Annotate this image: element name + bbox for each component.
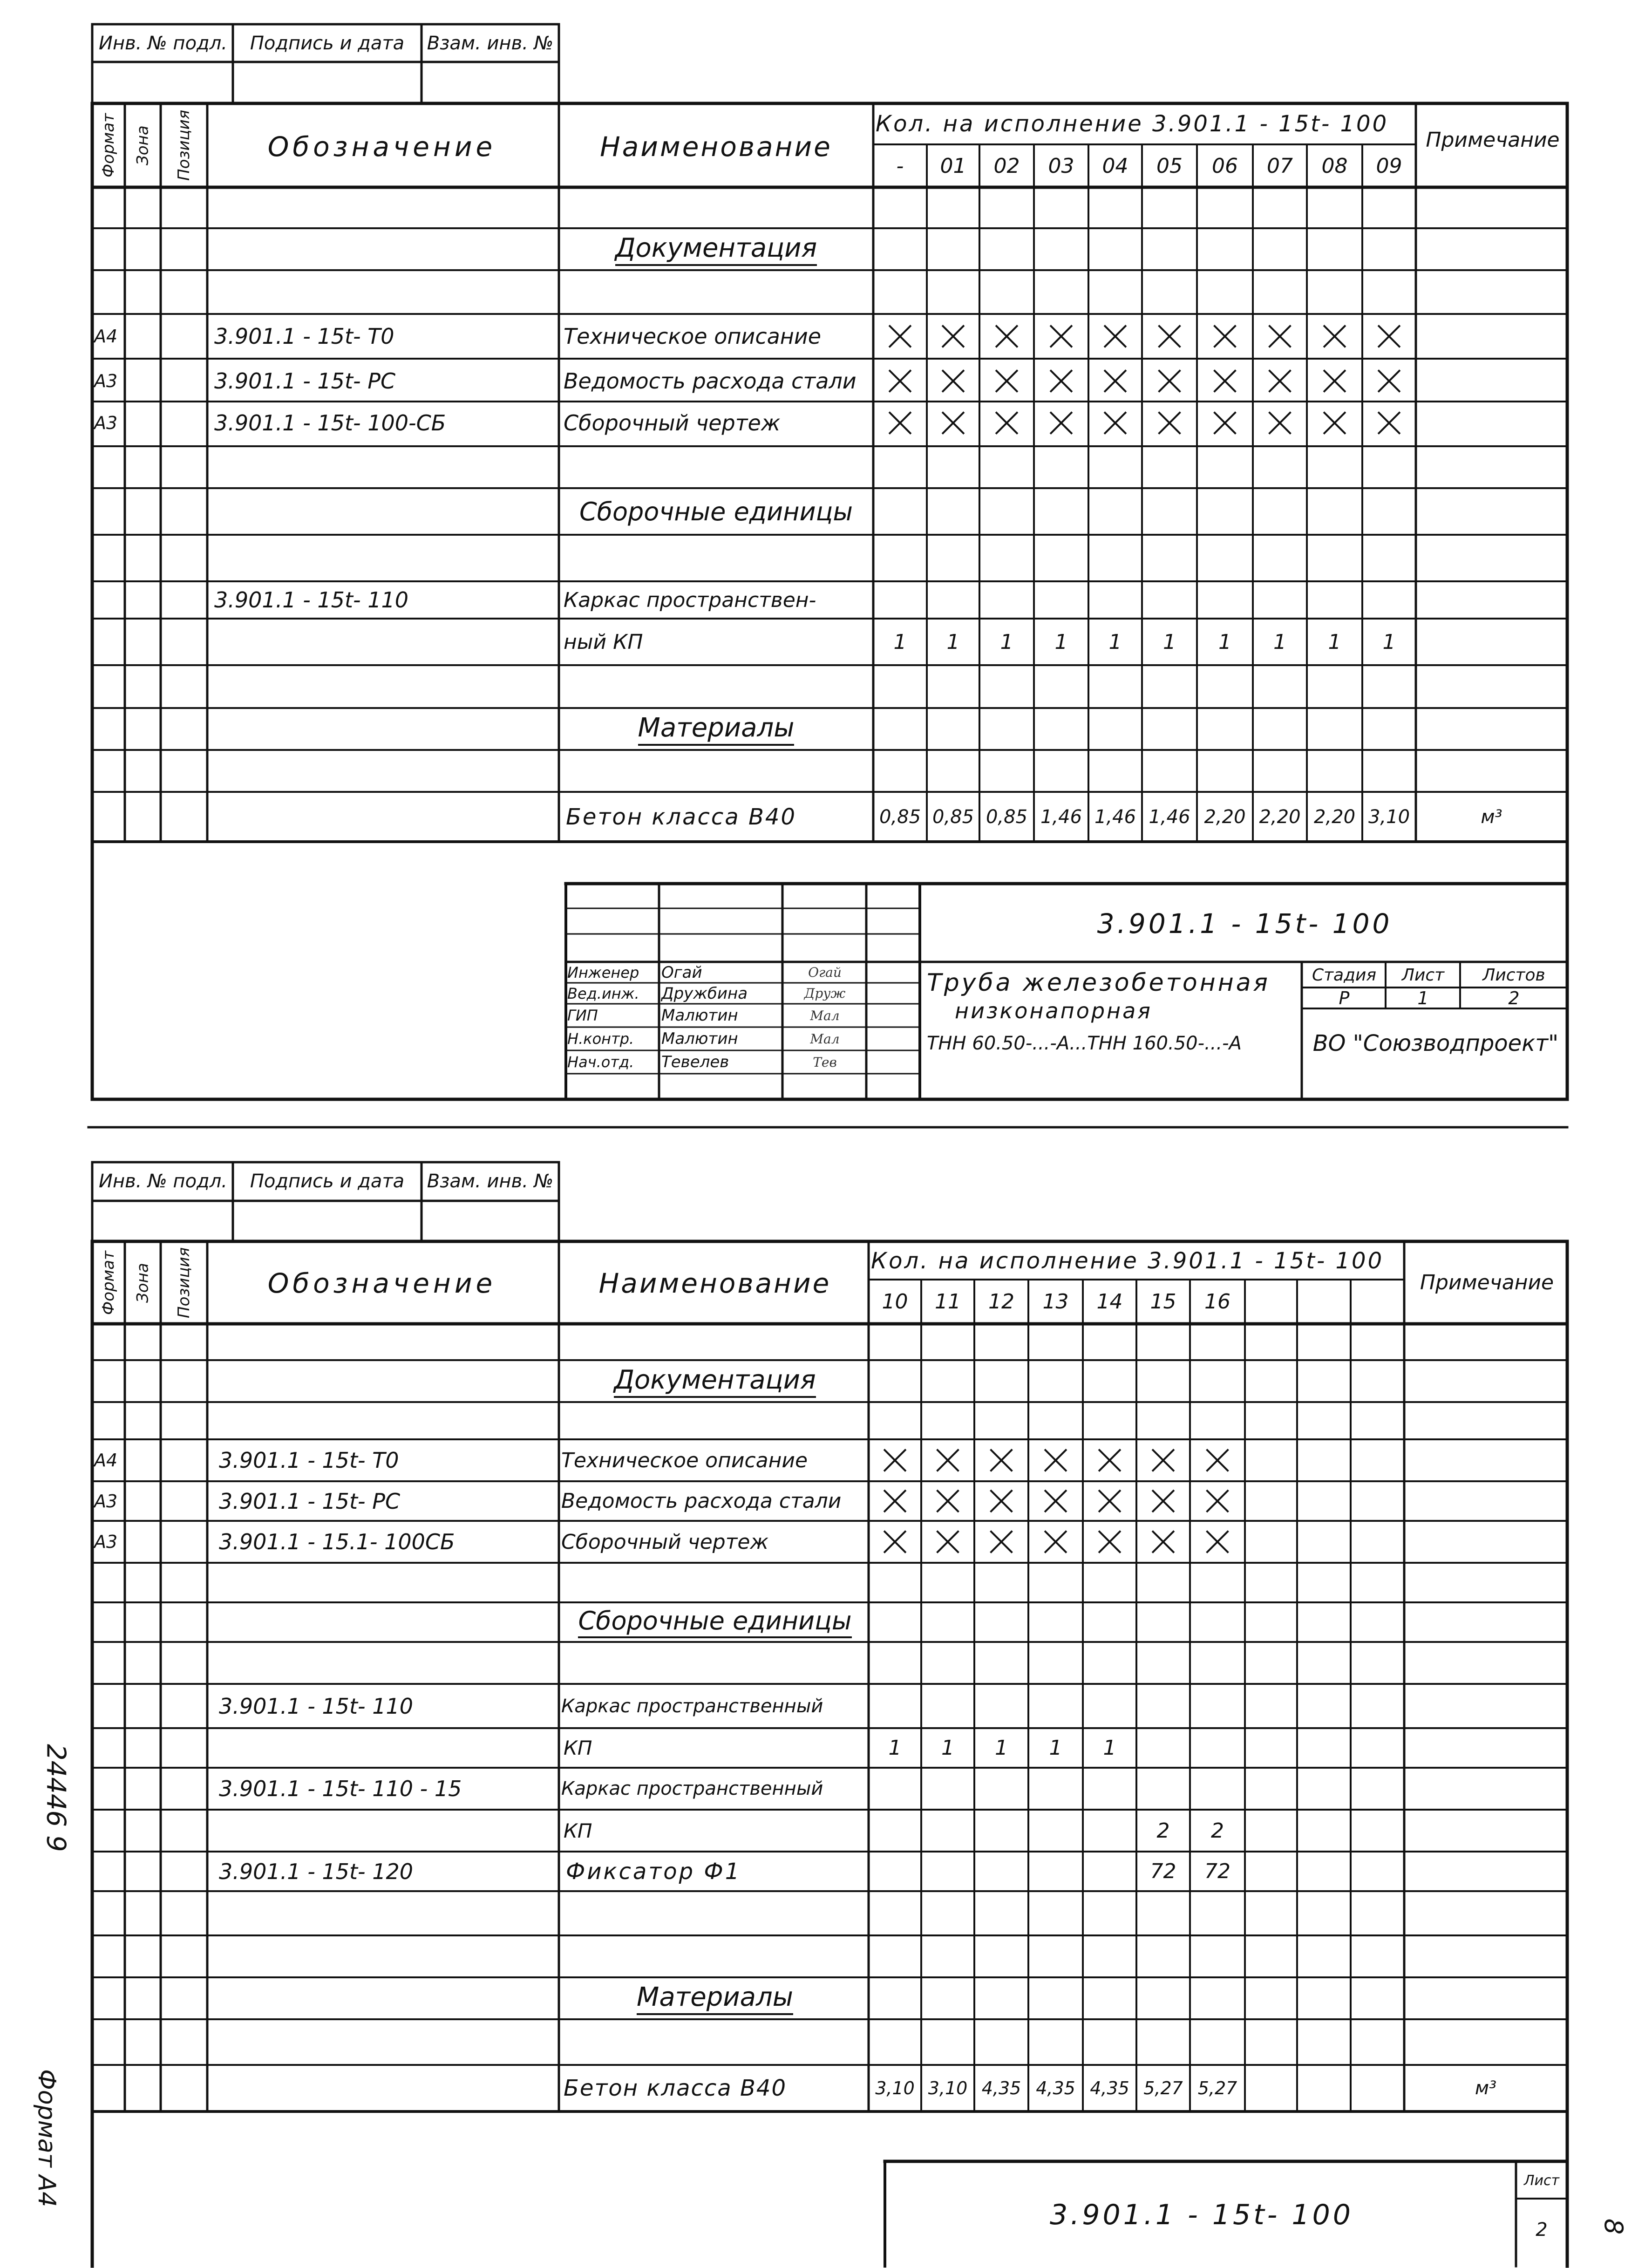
title-name-3: ТНН 60.50-...-А...ТНН 160.50-...-А — [927, 1033, 1242, 1054]
doc-designation: 3.901.1 - 15t- Т0 — [219, 1448, 399, 1473]
unit-qty: 1 — [946, 630, 960, 654]
material-qty: 2,20 — [1204, 806, 1246, 828]
staff-role: Инженер — [567, 963, 639, 981]
podpis-label: Подпись и дата — [250, 33, 405, 54]
doc-name: Ведомость расхода стали — [564, 368, 856, 394]
unit1-qty: 1 — [888, 1736, 902, 1760]
unit3-qty — [869, 1852, 921, 1891]
column-header: 06 — [1212, 154, 1238, 178]
unit-name-line2: ный КП — [564, 630, 643, 654]
material-unit: м³ — [1475, 2077, 1497, 2099]
staff-name: Тевелев — [661, 1053, 729, 1071]
unit2-qty — [974, 1810, 1028, 1852]
staff-role: Нач.отд. — [567, 1053, 634, 1071]
section-materials: Материалы — [638, 713, 795, 746]
material-qty: 0,85 — [879, 806, 921, 828]
material-name: Бетон класса В40 — [566, 804, 796, 830]
unit2-qty — [921, 1810, 974, 1852]
side-number: 24446 9 — [41, 1744, 71, 1852]
material-qty: 2,20 — [1313, 806, 1356, 828]
unit-name-line1: Каркас пространствен- — [564, 588, 816, 612]
section-documentation-cell — [561, 228, 871, 270]
column-header — [1245, 1280, 1297, 1323]
section-assembly-units: Сборочные единицы — [579, 497, 853, 526]
staff-signature: Друж — [804, 986, 846, 1001]
pozitsiya-header: Позиция — [175, 1247, 193, 1319]
unit2-name-line2: КП — [564, 1819, 592, 1842]
unit1-qty — [1136, 1728, 1190, 1768]
material-qty: 3,10 — [875, 2078, 915, 2098]
doc-format: А3 — [94, 371, 118, 391]
doc-format: А3 — [94, 1491, 118, 1512]
unit-qty: 1 — [1273, 630, 1286, 654]
unit2-designation: 3.901.1 - 15t- 110 - 15 — [219, 1776, 462, 1801]
title-code: 3.901.1 - 15t- 100 — [1097, 907, 1393, 940]
material-qty: 4,35 — [1036, 2078, 1075, 2098]
unit3-designation: 3.901.1 - 15t- 120 — [219, 1859, 414, 1884]
column-header: 07 — [1267, 154, 1293, 178]
unit-qty: 1 — [1000, 630, 1013, 654]
staff-name: Малютин — [661, 1006, 738, 1025]
material-qty: 5,27 — [1143, 2078, 1183, 2098]
kol-header: Кол. на исполнение 3.901.1 - 15t- 100 — [871, 1248, 1384, 1274]
unit1-designation: 3.901.1 - 15t- 110 — [219, 1693, 414, 1719]
doc-name: Техническое описание — [564, 324, 822, 349]
section-assembly-units-cell — [561, 1602, 869, 1642]
staff-signature: Тев — [813, 1054, 837, 1070]
doc-name: Ведомость расхода стали — [561, 1489, 842, 1513]
format-header: Формат — [99, 1251, 118, 1315]
sheet-value: 1 — [1417, 988, 1429, 1008]
material-qty: 1,46 — [1149, 806, 1190, 828]
column-header: 12 — [988, 1290, 1014, 1314]
unit2-qty — [869, 1810, 921, 1852]
vzam-label: Взам. инв. № — [427, 33, 554, 54]
section-documentation-cell — [561, 1360, 869, 1402]
podpis-label: Подпись и дата — [250, 1171, 405, 1192]
title-name-1: Труба железобетонная — [927, 969, 1270, 997]
format-header: Формат — [99, 113, 118, 177]
doc-designation: 3.901.1 - 15.1- 100СБ — [219, 1529, 455, 1554]
format-note: Формат А4 — [33, 2069, 61, 2207]
oboznachenie-header: Обозначение — [267, 131, 496, 163]
material-qty: 1,46 — [1040, 806, 1082, 828]
zona-header: Зона — [133, 1263, 152, 1303]
column-header: 11 — [935, 1290, 961, 1314]
unit3-qty: 72 — [1204, 1859, 1230, 1883]
pozitsiya-header: Позиция — [175, 109, 193, 181]
doc-format: А3 — [94, 1532, 118, 1552]
section-materials-cell — [561, 708, 871, 750]
column-header: 02 — [993, 154, 1020, 178]
material-qty: 3,10 — [928, 2078, 968, 2098]
unit1-qty: 1 — [1103, 1736, 1116, 1760]
unit1-name-line2: КП — [564, 1737, 592, 1759]
unit3-qty — [1028, 1852, 1083, 1891]
unit2-qty — [1083, 1810, 1136, 1852]
sheets-label: Листов — [1482, 965, 1545, 985]
unit2-qty — [1028, 1810, 1083, 1852]
unit1-qty — [1190, 1728, 1245, 1768]
section-documentation: Документация — [615, 233, 817, 266]
column-header: 13 — [1042, 1290, 1069, 1314]
zona-header: Зона — [133, 125, 152, 165]
unit-qty: 1 — [1054, 630, 1068, 654]
page-number: 8 — [1599, 2218, 1629, 2235]
unit3-qty — [921, 1852, 974, 1891]
material-unit: м³ — [1481, 806, 1502, 828]
column-header — [1297, 1280, 1351, 1323]
unit2-qty: 2 — [1211, 1818, 1224, 1843]
staff-signature: Мал — [810, 1008, 840, 1023]
unit2-name-line1: Каркас пространственный — [561, 1778, 823, 1799]
staff-signature: Мал — [810, 1031, 840, 1047]
primechanie-header: Примечание — [1426, 128, 1560, 152]
material-qty: 4,35 — [1090, 2078, 1129, 2098]
primechanie-header: Примечание — [1420, 1270, 1554, 1294]
staff-role: ГИП — [567, 1007, 598, 1024]
section-materials: Материалы — [637, 1982, 793, 2015]
material-qty: 3,10 — [1368, 806, 1410, 828]
column-header: - — [896, 154, 904, 178]
unit-qty: 1 — [1382, 630, 1396, 654]
stage-label: Стадия — [1312, 965, 1377, 985]
staff-name: Малютин — [661, 1029, 738, 1048]
doc-designation: 3.901.1 - 15t- Т0 — [214, 324, 394, 349]
column-header: 14 — [1096, 1290, 1123, 1314]
section-assembly-units-cell — [561, 488, 871, 535]
unit3-name: Фиксатор Ф1 — [566, 1858, 741, 1885]
staff-name: Огай — [661, 963, 702, 982]
staff-role: Н.контр. — [567, 1030, 634, 1048]
stage-value: Р — [1339, 988, 1350, 1008]
unit-qty: 1 — [1328, 630, 1341, 654]
sheet2-code: 3.901.1 - 15t- 100 — [1050, 2199, 1353, 2231]
column-header — [1351, 1280, 1404, 1323]
unit3-qty: 72 — [1150, 1859, 1176, 1883]
doc-name: Сборочный чертеж — [561, 1530, 769, 1554]
inv-podl-label: Инв. № подл. — [99, 1171, 227, 1192]
doc-format: А4 — [94, 326, 118, 347]
vzam-label: Взам. инв. № — [427, 1171, 554, 1192]
unit1-qty: 1 — [995, 1736, 1008, 1760]
kol-header: Кол. на исполнение 3.901.1 - 15t- 100 — [876, 111, 1389, 137]
column-header: 15 — [1150, 1290, 1176, 1314]
sheet2-sheet-label: Лист — [1523, 2172, 1560, 2189]
material-name: Бетон класса В40 — [564, 2075, 787, 2101]
doc-format: А4 — [94, 1450, 118, 1471]
section-assembly-units: Сборочные единицы — [578, 1606, 851, 1638]
material-qty: 5,27 — [1197, 2078, 1237, 2098]
sheets-value: 2 — [1508, 988, 1520, 1008]
naimenovanie-header: Наименование — [600, 131, 832, 163]
column-header: 09 — [1376, 154, 1402, 178]
doc-designation: 3.901.1 - 15t- РС — [219, 1488, 401, 1514]
column-header: 05 — [1156, 154, 1183, 178]
unit1-qty: 1 — [1049, 1736, 1062, 1760]
unit-designation: 3.901.1 - 15t- 110 — [214, 587, 409, 613]
unit-qty: 1 — [1163, 630, 1176, 654]
column-header: 01 — [940, 154, 966, 178]
doc-designation: 3.901.1 - 15t- РС — [214, 368, 396, 394]
section-documentation: Документация — [614, 1365, 816, 1398]
unit2-qty: 2 — [1156, 1818, 1170, 1843]
title-name-2: низконапорная — [955, 998, 1152, 1023]
unit1-qty: 1 — [941, 1736, 954, 1760]
section-materials-cell — [561, 1977, 869, 2019]
unit-qty: 1 — [893, 630, 907, 654]
doc-format: А3 — [94, 413, 118, 433]
naimenovanie-header: Наименование — [598, 1267, 831, 1299]
column-header: 16 — [1204, 1290, 1230, 1314]
oboznachenie-header: Обозначение — [267, 1267, 496, 1299]
doc-name: Сборочный чертеж — [564, 410, 781, 436]
staff-name: Дружбина — [661, 984, 748, 1003]
column-header: 10 — [882, 1290, 908, 1314]
doc-designation: 3.901.1 - 15t- 100-СБ — [214, 410, 446, 436]
column-header: 08 — [1321, 154, 1348, 178]
material-qty: 1,46 — [1094, 806, 1136, 828]
material-qty: 4,35 — [981, 2078, 1021, 2098]
material-qty: 2,20 — [1259, 806, 1301, 828]
unit-qty: 1 — [1218, 630, 1231, 654]
material-qty: 0,85 — [932, 806, 974, 828]
inv-podl-label: Инв. № подл. — [99, 33, 227, 54]
unit-qty: 1 — [1108, 630, 1122, 654]
unit3-qty — [1083, 1852, 1136, 1891]
sheet-label: Лист — [1401, 965, 1445, 985]
doc-name: Техническое описание — [561, 1448, 808, 1472]
column-header: 03 — [1048, 154, 1074, 178]
staff-signature: Огай — [808, 965, 842, 980]
sheet2-sheet-value: 2 — [1536, 2219, 1548, 2241]
unit3-qty — [974, 1852, 1028, 1891]
staff-role: Вед.инж. — [567, 984, 639, 1002]
organization: ВО "Союзводпроект" — [1312, 1030, 1559, 1056]
unit1-name-line1: Каркас пространственный — [561, 1695, 823, 1717]
material-qty: 0,85 — [986, 806, 1028, 828]
column-header: 04 — [1102, 154, 1128, 178]
